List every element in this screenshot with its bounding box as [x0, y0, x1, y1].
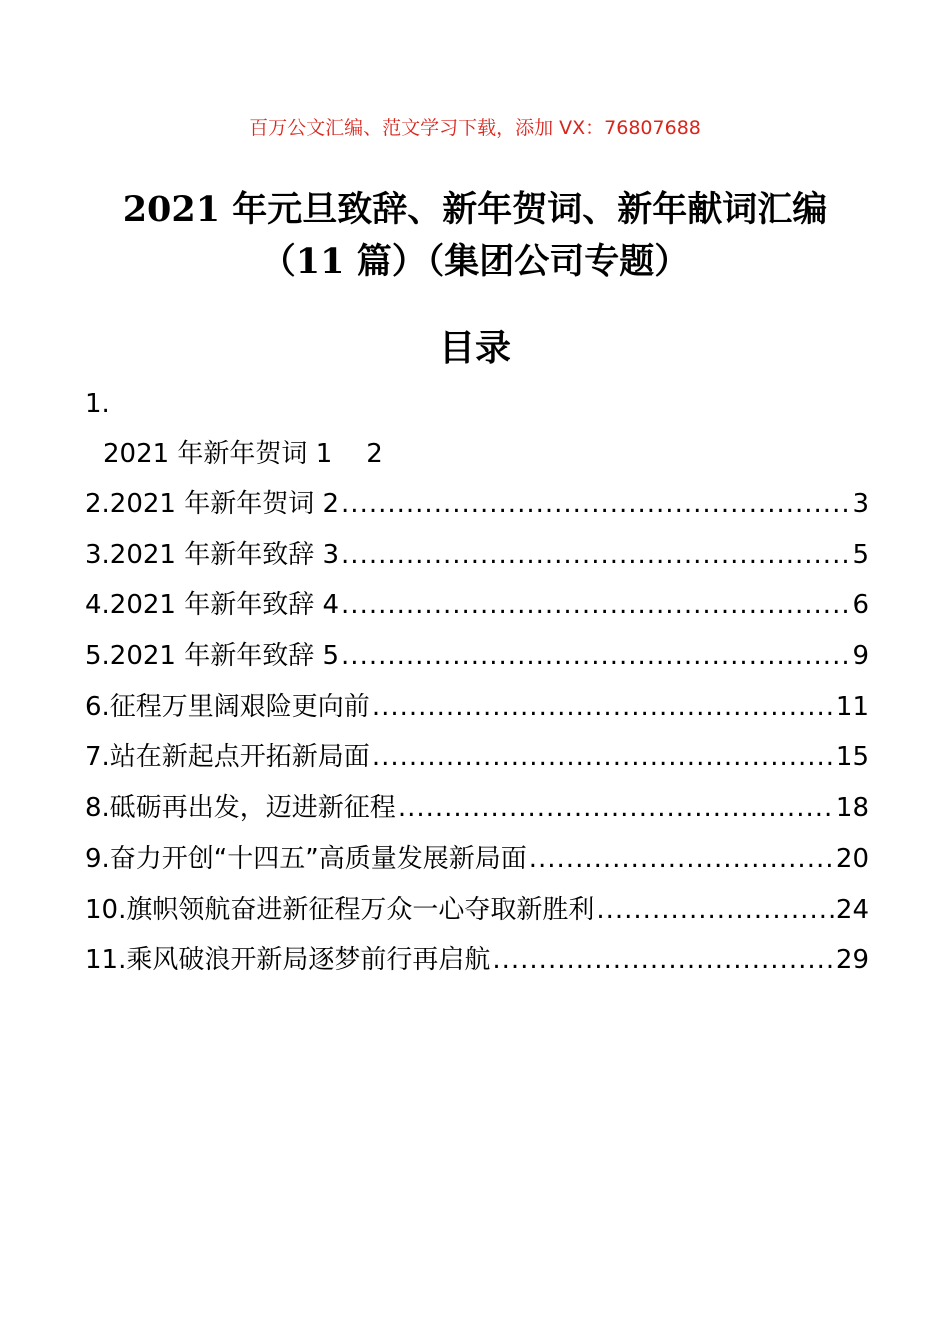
dot-leader	[372, 689, 834, 725]
toc-entry-6[interactable]	[85, 689, 869, 740]
toc-entry-page: 29	[835, 945, 869, 976]
toc-entry-11[interactable]	[85, 942, 869, 993]
toc-entry-label: 7.站在新起点开拓新局面	[85, 742, 370, 773]
toc-entry-label: 10.旗帜领航奋进新征程万众一心夺取新胜利	[85, 894, 595, 925]
title-line-2: （11 篇）（集团公司专题）	[260, 241, 690, 282]
dot-leader	[341, 537, 850, 573]
toc-entry-page: 6	[852, 590, 869, 621]
header-note: 百万公文汇编、范文学习下载，添加 VX：76807688	[249, 117, 701, 139]
dot-leader	[596, 892, 834, 928]
toc-entry-label: 5.2021 年新年致辞 5	[85, 641, 340, 672]
toc-entry-7[interactable]	[85, 739, 869, 790]
dot-leader	[372, 739, 834, 775]
toc-entry-page: 3	[852, 489, 869, 519]
toc-entry-label: 8.砥砺再出发，迈进新征程	[85, 793, 396, 824]
dot-leader	[341, 486, 850, 522]
toc-entry-page: 5	[852, 539, 869, 570]
toc-entry-page: 18	[835, 793, 869, 824]
toc-heading: 目录	[438, 328, 511, 369]
toc-entry-label: 2021 年新年贺词 1	[103, 439, 333, 469]
toc-entry-label: 9.奋力开创“十四五”高质量发展新局面	[85, 843, 527, 874]
toc-entry-label: 4.2021 年新年致辞 4	[85, 590, 340, 621]
toc-entry-1-number[interactable]: 1.	[85, 389, 110, 419]
toc-entry-9[interactable]	[85, 841, 869, 892]
toc-entry-label: 3.2021 年新年致辞 3	[85, 539, 340, 570]
toc-entry-page: 15	[835, 742, 869, 773]
toc-entry-label: 11.乘风破浪开新局逐梦前行再启航	[85, 945, 491, 976]
toc-entry-2[interactable]	[85, 486, 869, 537]
dot-leader	[341, 587, 850, 623]
toc-entry-page: 11	[835, 691, 869, 722]
dot-leader	[341, 638, 850, 674]
dot-leader	[529, 841, 834, 877]
toc-entry-1[interactable]	[103, 436, 383, 472]
toc-entry-3[interactable]	[85, 537, 869, 588]
toc-entry-page: 9	[852, 641, 869, 672]
toc-entry-5[interactable]	[85, 638, 869, 689]
toc-entry-label: 2.2021 年新年贺词 2	[85, 489, 340, 519]
toc-entry-page: 24	[835, 894, 869, 925]
toc-entry-10[interactable]	[85, 892, 869, 943]
toc-entry-page: 20	[835, 843, 869, 874]
title-line-1: 2021 年元旦致辞、新年贺词、新年献词汇编	[122, 189, 828, 230]
toc-entry-8[interactable]	[85, 790, 869, 841]
toc-list	[85, 486, 869, 993]
dot-leader	[398, 790, 834, 826]
toc-entry-page: 2	[366, 439, 383, 469]
dot-leader	[492, 942, 834, 978]
toc-entry-label: 6.征程万里阔艰险更向前	[85, 691, 370, 722]
document-title	[40, 184, 910, 288]
toc-entry-4[interactable]	[85, 587, 869, 638]
